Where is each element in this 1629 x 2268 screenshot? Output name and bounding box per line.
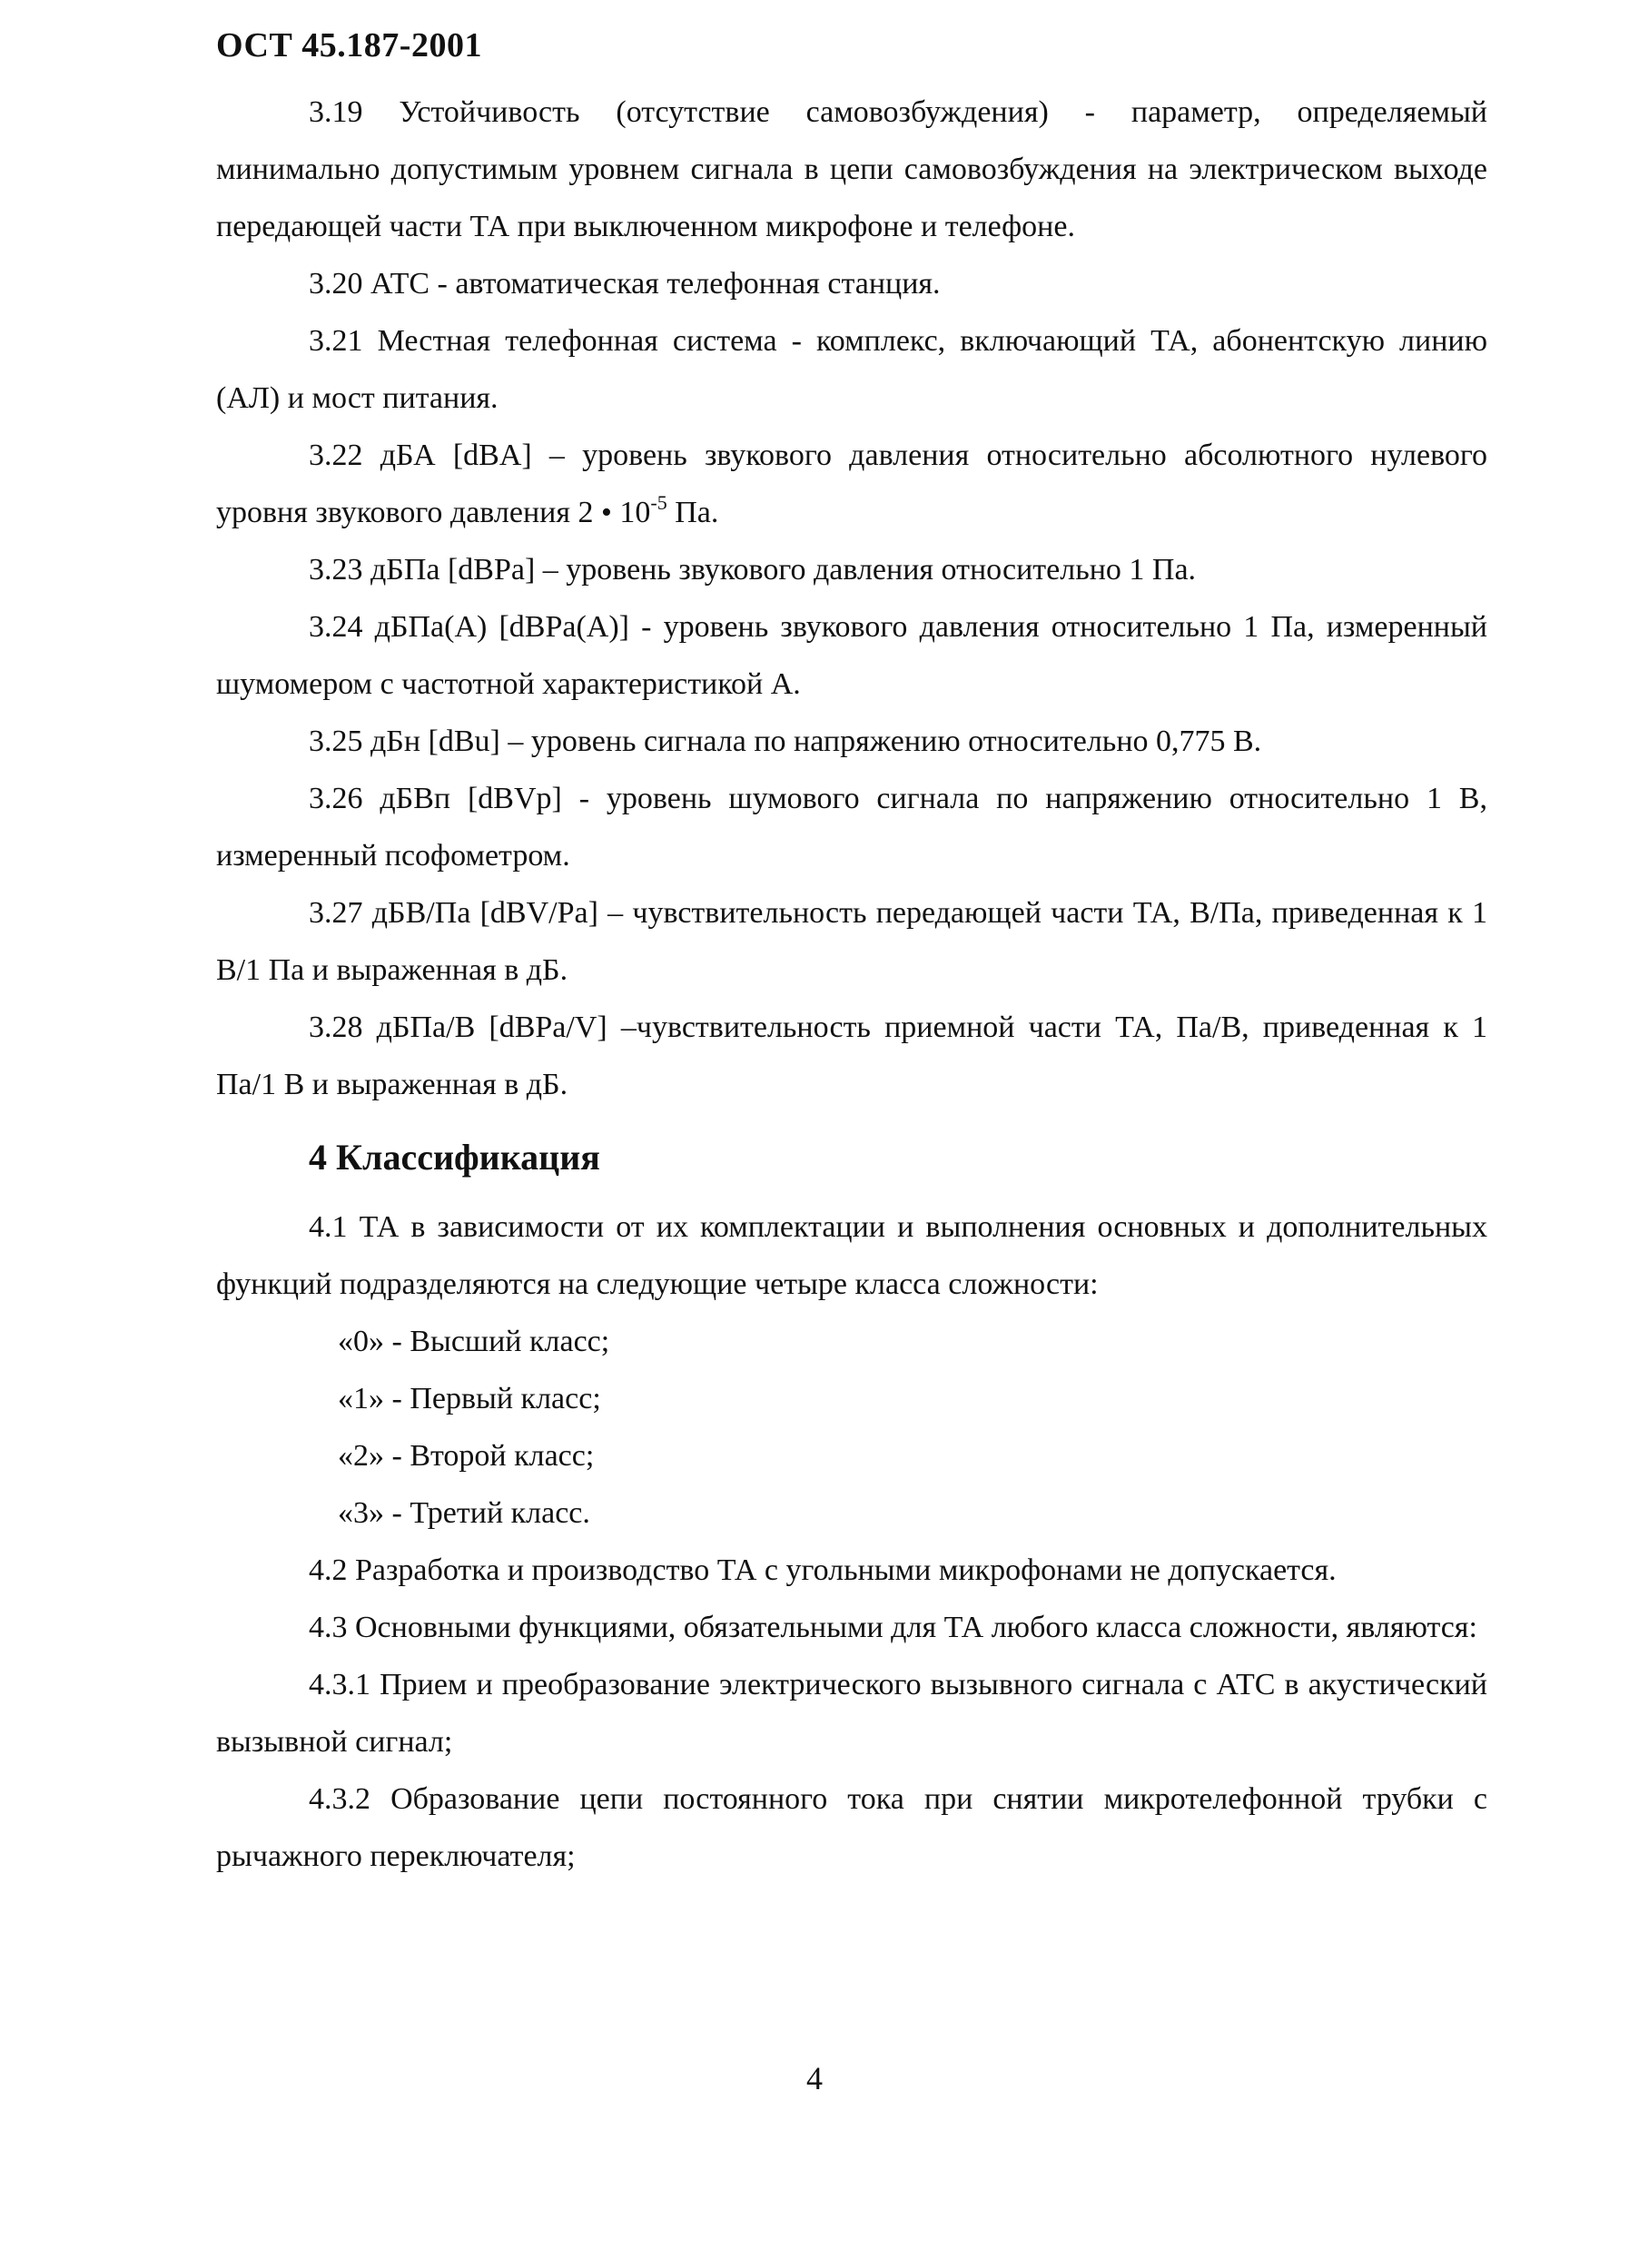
definition-3-25 — [216, 713, 1487, 770]
clause-text: Местная телефонная система - комплекс, включающий ТА, абонентскую линию (АЛ) и мост питания. — [216, 324, 1487, 415]
definition-3-24 — [216, 598, 1487, 713]
clause-text: дБА [dBA] – уровень звукового давления относительно абсолютного нулевого уровня звукового давления 2 • 10 — [216, 439, 1487, 529]
clause-number: 3.21 — [309, 324, 363, 358]
clause-text: дБПа(А) [dBPa(A)] - уровень звукового давления относительно 1 Па, измеренный шумомером с частотной характеристикой А. — [216, 610, 1488, 701]
clause-text: дБПа [dBPa] – уровень звукового давления относительно 1 Па. — [370, 553, 1197, 587]
clause-number: 3.25 — [309, 725, 363, 758]
clause-text: дБн [dBu] – уровень сигнала по напряжению относительно 0,775 В. — [370, 725, 1262, 758]
clause-4-3-2: 4.3.2 Образование цепи постоянного тока при снятии микротелефонной трубки с рычажного переключателя; — [216, 1782, 1487, 1873]
clause-number: 3.24 — [309, 610, 363, 644]
page-number: 4 — [806, 2060, 823, 2096]
clause-number: 3.28 — [309, 1011, 363, 1044]
clause-4-3-1: 4.3.1 Прием и преобразование электрического вызывного сигнала с АТС в акустический вызывной сигнал; — [216, 1668, 1487, 1759]
clause-number: 3.23 — [309, 553, 363, 587]
definition-3-23 — [216, 541, 1487, 598]
clause-number: 3.20 — [309, 267, 363, 301]
clause-text: дБПа/В [dBPa/V] –чувствительность приемной части ТА, Па/В, приведенная к 1 Па/1 В и выраженная в дБ. — [216, 1011, 1487, 1101]
definition-3-28 — [216, 999, 1487, 1113]
clause-text: дБВ/Па [dBV/Pa] – чувствительность передающей части ТА, В/Па, приведенная к 1 В/1 Па и выраженная в дБ. — [216, 896, 1487, 987]
class-item-3: «3» - Третий класс. — [338, 1496, 590, 1530]
clause-number: 3.22 — [309, 439, 363, 472]
clause-number: 3.27 — [309, 896, 363, 930]
clause-text: АТС - автоматическая телефонная станция. — [370, 267, 941, 301]
clause-text: Устойчивость (отсутствие самовозбуждения) - параметр, определяемый минимально допустимым уровнем сигнала в цепи самовозбуждения на электрическом выходе передающей части ТА при выключенном микрофоне и телефоне. — [216, 95, 1487, 243]
clause-4-2: 4.2 Разработка и производство ТА с угольными микрофонами не допускается. — [309, 1553, 1337, 1587]
class-item-1: «1» - Первый класс; — [338, 1382, 601, 1415]
definition-3-22 — [216, 427, 1487, 541]
class-item-2: «2» - Второй класс; — [338, 1439, 595, 1473]
document-body — [216, 84, 1487, 1885]
definition-3-27 — [216, 884, 1487, 999]
document-header: ОСТ 45.187-2001 — [216, 26, 482, 64]
definition-3-20 — [216, 255, 1487, 312]
clause-4-1: 4.1 ТА в зависимости от их комплектации и выполнения основных и дополнительных функций подразделяются на следующие четыре класса сложности: — [216, 1210, 1487, 1301]
clause-number: 3.19 — [309, 95, 363, 129]
clause-number: 3.26 — [309, 782, 363, 815]
definition-3-19 — [216, 84, 1487, 255]
section-title-classification: 4 Классификация — [309, 1137, 600, 1178]
superscript-exponent: -5 — [650, 490, 667, 514]
clause-text-end: Па. — [666, 496, 719, 529]
definition-3-26 — [216, 770, 1487, 884]
definition-3-21 — [216, 312, 1487, 427]
clause-4-3: 4.3 Основными функциями, обязательными для ТА любого класса сложности, являются: — [309, 1611, 1477, 1644]
clause-text: дБВп [dBVp] - уровень шумового сигнала по напряжению относительно 1 В, измеренный псофометром. — [216, 782, 1487, 873]
class-item-0: «0» - Высший класс; — [338, 1325, 610, 1358]
